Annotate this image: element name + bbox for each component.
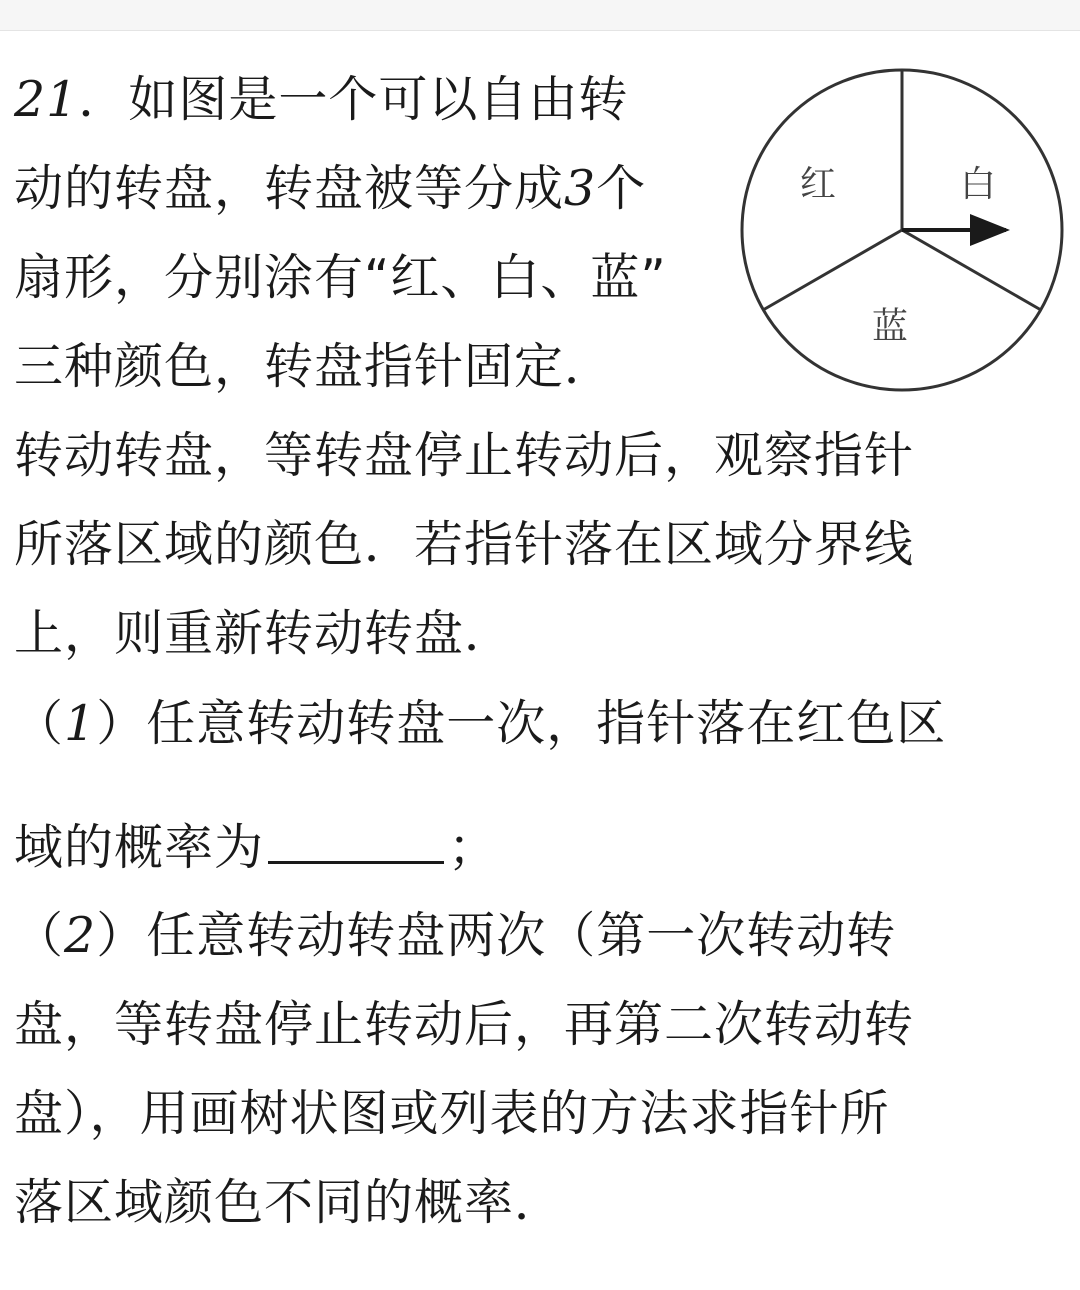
part-1-line-2	[14, 818, 498, 878]
question-line-3: 扇形，分别涂有“红、白、蓝”	[14, 249, 667, 306]
sector-label-red: 红	[799, 164, 837, 205]
part-2-line-3: 盘），用画树状图或列表的方法求指针所	[14, 1085, 890, 1142]
divider-lower-right	[902, 230, 1041, 310]
part-2-line-1	[14, 906, 896, 966]
question-line-2-text-a: 动的转盘，转盘被等分成	[14, 160, 565, 217]
part-1-open-paren: （	[14, 695, 65, 752]
part-2-line-2: 盘，等转盘停止转动后，再第二次转动转	[14, 996, 915, 1053]
part-2-text: ）任意转动转盘两次（第一次转动转	[96, 907, 897, 964]
sector-label-blue: 蓝	[871, 306, 909, 347]
divider-lower-left	[763, 230, 902, 310]
question-line-1	[14, 70, 628, 130]
sector-label-white: 白	[959, 164, 997, 205]
answer-blank[interactable]	[268, 821, 444, 864]
part-1-end-punct: ；	[448, 819, 499, 876]
part-1-line-1	[14, 694, 946, 754]
part-1-line-2-text: 域的概率为	[14, 819, 265, 876]
part-1-text: ）任意转动转盘一次，指针落在红色区	[96, 695, 947, 752]
question-line-5: 转动转盘，等转盘停止转动后，观察指针	[14, 427, 915, 484]
top-bar	[0, 0, 1080, 31]
question-line-6: 所落区域的颜色．若指针落在区域分界线	[14, 516, 915, 573]
question-line-4: 三种颜色，转盘指针固定．	[14, 338, 615, 395]
part-1-number: 1	[64, 695, 97, 752]
question-number: 21	[14, 71, 79, 128]
question-line-1-text: ．如图是一个可以自由转	[78, 71, 629, 128]
part-2-open-paren: （	[14, 907, 65, 964]
question-line-7: 上，则重新转动转盘．	[14, 605, 515, 662]
sector-count: 3	[564, 160, 597, 217]
part-2-line-4: 落区域颜色不同的概率．	[14, 1174, 565, 1231]
spinner-diagram	[736, 64, 1068, 396]
part-2-number: 2	[64, 907, 97, 964]
question-line-2	[14, 159, 646, 219]
question-line-2-text-b: 个	[596, 160, 647, 217]
